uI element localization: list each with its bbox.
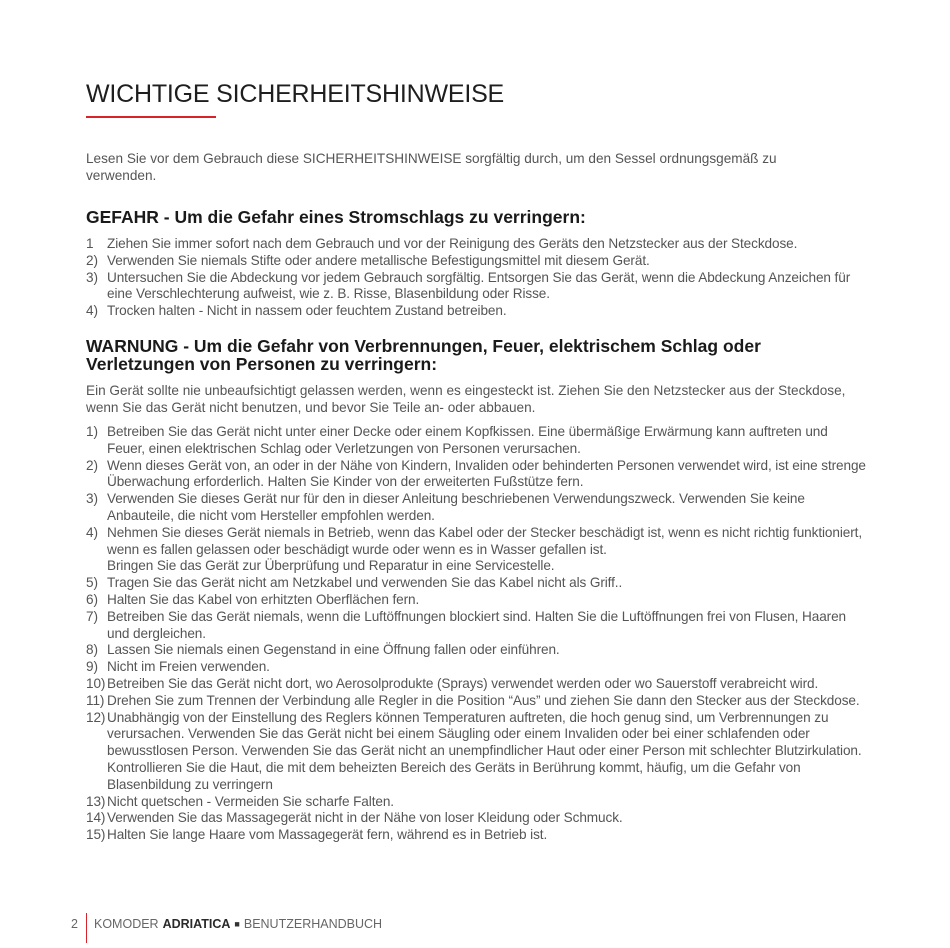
danger-list xyxy=(86,236,866,320)
brand-name: KOMODER xyxy=(94,917,159,931)
item-text: Betreiben Sie das Gerät nicht unter einer Decke oder einem Kopfkissen. Eine übermäßige Erwärmung kann auftreten und Feuer, einen elektrischen Schlag oder Verletzungen von Personen verursachen. xyxy=(107,424,828,456)
title-underline xyxy=(86,116,216,118)
item-text-extra: Bringen Sie das Gerät zur Überprüfung und Reparatur in eine Servicestelle. xyxy=(107,558,555,574)
list-item xyxy=(86,525,866,575)
item-number: 6) xyxy=(86,591,98,607)
list-item xyxy=(86,575,866,592)
manual-label: BENUTZERHANDBUCH xyxy=(243,917,383,931)
page-title: WICHTIGE SICHERHEITSHINWEISE xyxy=(86,80,505,108)
intro-paragraph: Lesen Sie vor dem Gebrauch diese SICHERHEITSHINWEISE sorgfältig durch, um den Sessel ordnungsgemäß zu verwenden. xyxy=(86,151,777,183)
item-text: Verwenden Sie das Massagegerät nicht in der Nähe von loser Kleidung oder Schmuck. xyxy=(107,810,623,826)
list-item xyxy=(86,609,866,643)
item-number: 12) xyxy=(86,709,106,725)
item-text: Lassen Sie niemals einen Gegenstand in eine Öffnung fallen oder einführen. xyxy=(107,642,560,658)
list-item xyxy=(86,659,866,676)
list-item xyxy=(86,592,866,609)
item-number: 15) xyxy=(86,827,106,843)
item-text-main: Nehmen Sie dieses Gerät niemals in Betrieb, wenn das Kabel oder der Stecker beschädigt ist, wenn es nicht richtig funktioniert, wenn es fallen gelassen oder beschädigt wurde oder wenn es in Wasser gefallen ist. xyxy=(107,524,862,557)
danger-heading: GEFAHR - Um die Gefahr eines Stromschlags zu verringern: xyxy=(86,207,586,227)
list-item xyxy=(86,253,866,270)
item-number: 8) xyxy=(86,642,98,658)
item-number: 10) xyxy=(86,675,106,691)
item-number: 2) xyxy=(86,252,98,268)
item-text: Wenn dieses Gerät von, an oder in der Nähe von Kindern, Invaliden oder behinderten Personen verwendet wird, ist eine strenge Überwachung erforderlich. Halten Sie Kinder von der erweiterten Fußstütze fern. xyxy=(107,457,866,490)
item-number: 13) xyxy=(86,793,106,809)
warning-list xyxy=(86,424,866,844)
list-item xyxy=(86,458,866,492)
list-item xyxy=(86,693,866,710)
item-number: 5) xyxy=(86,575,98,591)
item-text: Nicht im Freien verwenden. xyxy=(107,659,270,675)
item-text: Halten Sie lange Haare vom Massagegerät fern, während es in Betrieb ist. xyxy=(107,827,548,843)
warning-heading: WARNUNG - Um die Gefahr von Verbrennungen, Feuer, elektrischem Schlag oder Verletzungen von Personen zu verringern: xyxy=(86,336,761,374)
page-number: 2 xyxy=(71,917,78,931)
item-text: Tragen Sie das Gerät nicht am Netzkabel und verwenden Sie das Kabel nicht als Griff.. xyxy=(107,575,623,591)
item-number: 1) xyxy=(86,424,98,439)
list-item xyxy=(86,710,866,794)
item-text: Verwenden Sie niemals Stifte oder andere metallische Befestigungsmittel mit diesem Gerät. xyxy=(107,252,650,268)
list-item xyxy=(86,424,866,458)
model-name: ADRIATICA xyxy=(162,917,231,931)
item-text: Unabhängig von der Einstellung des Reglers können Temperaturen auftreten, die hoch genug sind, um Verbrennungen zu verursachen. Verwenden Sie das Gerät nicht bei einem Säugling oder einem Invaliden oder bei einer schlafenden oder bewusstlosen Person. Verwenden Sie das Gerät nicht an unempfindlicher Haut oder einer Person mit schlechter Blutzirkulation. Kontrollieren Sie die Haut, die mit dem beheizten Bereich des Geräts in Berührung kommt, häufig, um die Gefahr von Blasenbildung zu verringern xyxy=(107,709,862,792)
list-item xyxy=(86,303,866,320)
list-item xyxy=(86,676,866,693)
item-number: 3) xyxy=(86,269,98,285)
item-number: 2) xyxy=(86,457,98,473)
footer-divider xyxy=(86,913,87,943)
item-number: 9) xyxy=(86,659,98,675)
item-number: 4) xyxy=(86,524,98,540)
item-text: Nicht quetschen - Vermeiden Sie scharfe Falten. xyxy=(107,793,394,809)
item-text: Verwenden Sie dieses Gerät nur für den in dieser Anleitung beschriebenen Verwendungszweck. Verwenden Sie keine Anbauteile, die nicht vom Hersteller empfohlen werden. xyxy=(107,491,805,523)
item-number: 14) xyxy=(86,810,106,826)
item-text xyxy=(107,525,866,575)
page-footer xyxy=(68,914,382,934)
item-text: Trocken halten - Nicht in nassem oder feuchtem Zustand betreiben. xyxy=(107,303,507,319)
list-item xyxy=(86,827,866,844)
item-number: 7) xyxy=(86,608,98,624)
list-item xyxy=(86,794,866,811)
item-text: Halten Sie das Kabel von erhitzten Oberflächen fern. xyxy=(107,591,420,607)
item-number: 11) xyxy=(86,692,105,708)
item-text: Drehen Sie zum Trennen der Verbindung alle Regler in die Position “Aus” und ziehen Sie dann den Stecker aus der Steckdose. xyxy=(107,692,860,708)
warning-intro-paragraph: Ein Gerät sollte nie unbeaufsichtigt gelassen werden, wenn es eingesteckt ist. Ziehen Sie den Netzstecker aus der Steckdose, wenn Sie das Gerät nicht benutzen, und bevor Sie Teile an- oder abbauen. xyxy=(86,383,846,415)
list-item xyxy=(86,810,866,827)
item-number: 1 xyxy=(86,236,94,251)
item-text: Betreiben Sie das Gerät niemals, wenn die Luftöffnungen blockiert sind. Halten Sie die Luftöffnungen frei von Flusen, Haaren und dergleichen. xyxy=(107,608,847,641)
item-number: 4) xyxy=(86,303,98,319)
list-item xyxy=(86,270,866,304)
item-text: Betreiben Sie das Gerät nicht dort, wo Aerosolprodukte (Sprays) verwendet werden oder wo Sauerstoff verabreicht wird. xyxy=(107,675,819,691)
item-number: 3) xyxy=(86,491,98,507)
list-item xyxy=(86,236,866,253)
list-item xyxy=(86,642,866,659)
list-item xyxy=(86,491,866,525)
item-text: Ziehen Sie immer sofort nach dem Gebrauch und vor der Reinigung des Geräts den Netzstecker aus der Steckdose. xyxy=(107,236,798,251)
item-text: Untersuchen Sie die Abdeckung vor jedem Gebrauch sorgfältig. Entsorgen Sie das Gerät, wenn die Abdeckung Anzeichen für eine Verschlechterung aufweist, wie z. B. Risse, Blasenbildung oder Risse. xyxy=(107,269,851,302)
square-separator-icon: ■ xyxy=(234,919,240,929)
